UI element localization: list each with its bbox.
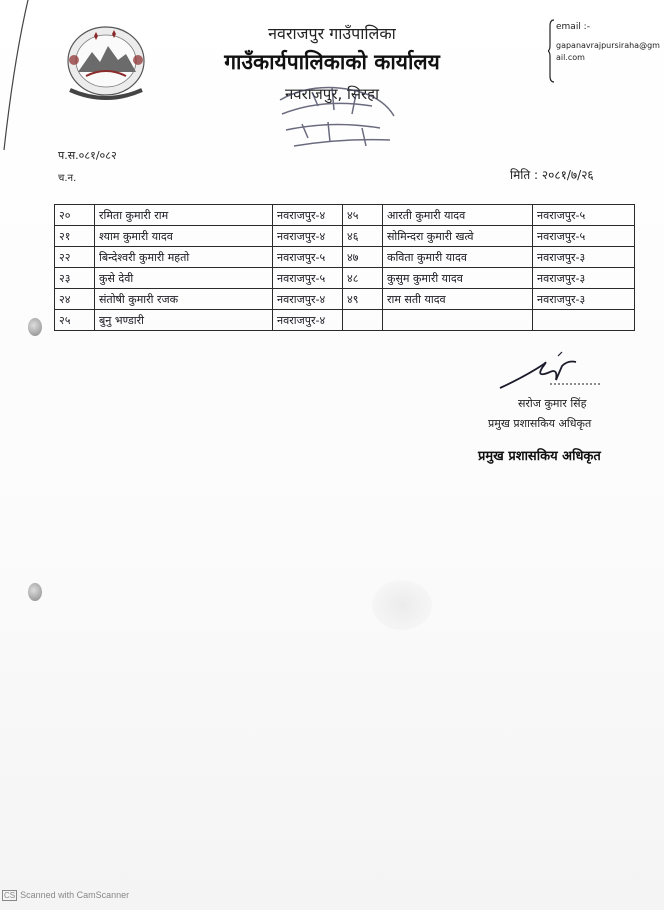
serial-number-cell: २५ bbox=[55, 310, 95, 331]
designation-stamp: प्रमुख प्रशासकिय अधिकृत bbox=[478, 449, 601, 464]
serial-number-cell: २१ bbox=[55, 226, 95, 247]
serial-number-cell: २३ bbox=[55, 268, 95, 289]
name-cell: सोमिन्दरा कुमारी खत्वे bbox=[383, 226, 533, 247]
serial-number-cell: ४७ bbox=[343, 247, 383, 268]
scanner-watermark-text: Scanned with CamScanner bbox=[20, 890, 130, 900]
office-address: नवराजपुर, सिरहा bbox=[284, 85, 380, 103]
table-row bbox=[55, 205, 635, 226]
table-row bbox=[55, 289, 635, 310]
serial-number-cell bbox=[343, 310, 383, 331]
name-cell: कुसे देवी bbox=[95, 268, 273, 289]
table-row bbox=[55, 226, 635, 247]
address-cell: नवराजपुर-३ bbox=[533, 289, 635, 310]
office-title: गाउँकार्यपालिकाको कार्यालय bbox=[224, 50, 440, 74]
handwritten-signature bbox=[496, 350, 606, 400]
punch-hole-icon bbox=[28, 318, 42, 336]
name-cell: संतोषी कुमारी रजक bbox=[95, 289, 273, 310]
address-cell: नवराजपुर-५ bbox=[273, 247, 343, 268]
email-address: gapanavrajpursiraha@gmail.com bbox=[556, 41, 660, 62]
serial-number-cell: ४६ bbox=[343, 226, 383, 247]
serial-number-cell: ४९ bbox=[343, 289, 383, 310]
name-cell: बिन्देश्वरी कुमारी महतो bbox=[95, 247, 273, 268]
signatory-title: प्रमुख प्रशासकिय अधिकृत bbox=[488, 417, 592, 430]
address-cell: नवराजपुर-४ bbox=[273, 205, 343, 226]
name-cell: कुसुम कुमारी यादव bbox=[383, 268, 533, 289]
address-cell bbox=[533, 310, 635, 331]
address-cell: नवराजपुर-४ bbox=[273, 226, 343, 247]
address-cell: नवराजपुर-३ bbox=[533, 247, 635, 268]
name-cell: राम सती यादव bbox=[383, 289, 533, 310]
serial-number-cell: २० bbox=[55, 205, 95, 226]
reference-number: प.स.०८१/०८२ bbox=[58, 149, 117, 162]
scanner-watermark bbox=[0, 890, 129, 901]
table-row bbox=[55, 247, 635, 268]
name-cell: रमिता कुमारी राम bbox=[95, 205, 273, 226]
serial-number-cell: ४८ bbox=[343, 268, 383, 289]
name-cell: कविता कुमारी यादव bbox=[383, 247, 533, 268]
dispatch-number: च.न. bbox=[58, 173, 77, 184]
email-label: email :- bbox=[556, 22, 590, 32]
name-cell: श्याम कुमारी यादव bbox=[95, 226, 273, 247]
signatory-name: सरोज कुमार सिंह bbox=[518, 397, 587, 410]
punch-hole-icon bbox=[28, 583, 42, 601]
scan-smudge bbox=[372, 580, 432, 630]
document-date: मिति : २०८१/७/२६ bbox=[510, 168, 594, 182]
table-row bbox=[55, 268, 635, 289]
serial-number-cell: २४ bbox=[55, 289, 95, 310]
name-cell bbox=[383, 310, 533, 331]
address-cell: नवराजपुर-४ bbox=[273, 310, 343, 331]
serial-number-cell: २२ bbox=[55, 247, 95, 268]
address-cell: नवराजपुर-५ bbox=[273, 268, 343, 289]
address-cell: नवराजपुर-३ bbox=[533, 268, 635, 289]
name-cell: बुनु भण्डारी bbox=[95, 310, 273, 331]
address-cell: नवराजपुर-५ bbox=[533, 205, 635, 226]
address-cell: नवराजपुर-५ bbox=[533, 226, 635, 247]
name-cell: आरती कुमारी यादव bbox=[383, 205, 533, 226]
beneficiary-table bbox=[54, 204, 635, 331]
address-cell: नवराजपुर-४ bbox=[273, 289, 343, 310]
office-seal-stamp bbox=[272, 80, 402, 160]
table-row bbox=[55, 310, 635, 331]
camscanner-icon: CS bbox=[4, 891, 16, 900]
serial-number-cell: ४५ bbox=[343, 205, 383, 226]
municipality-name: नवराजपुर गाउँपालिका bbox=[268, 24, 396, 43]
